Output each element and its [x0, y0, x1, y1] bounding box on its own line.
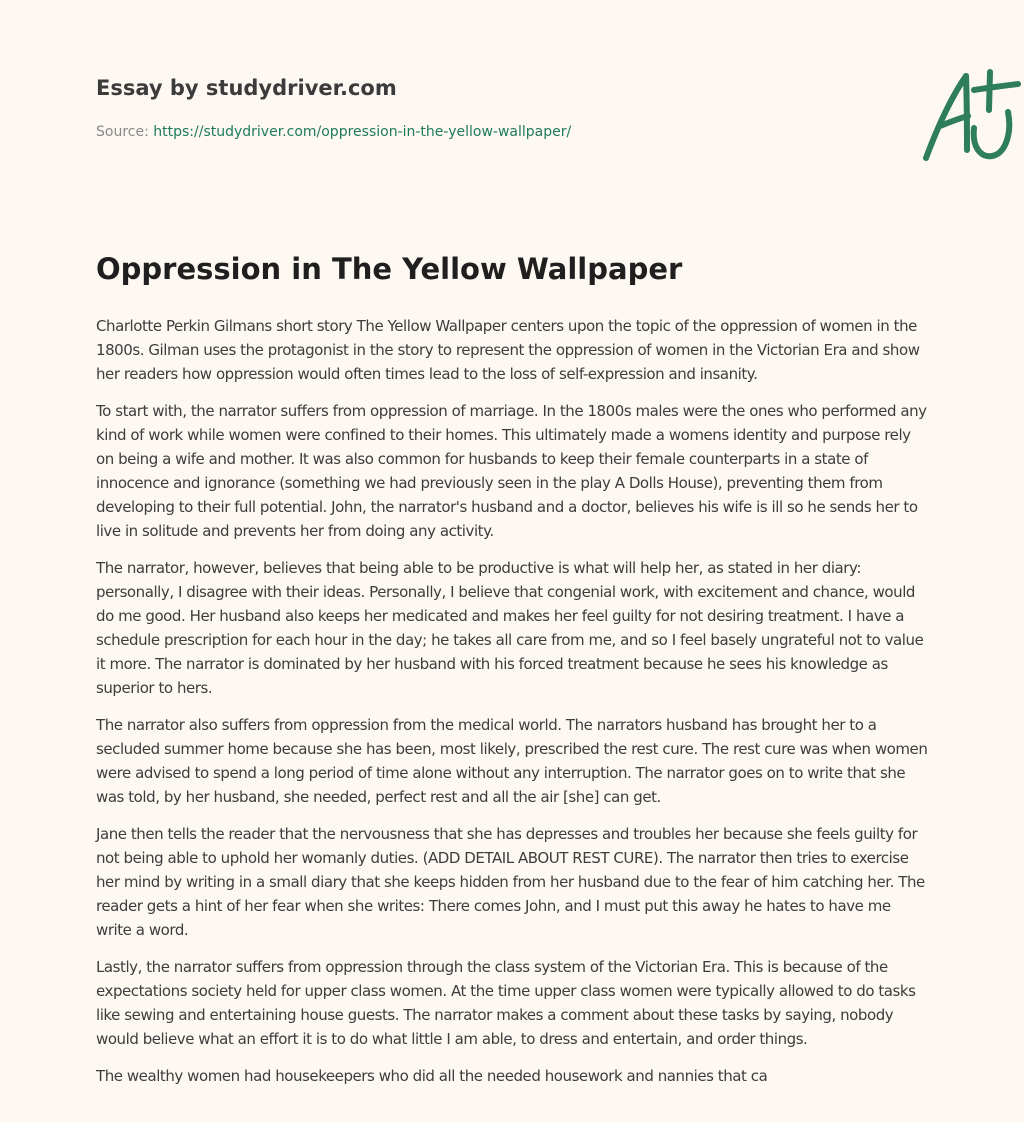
source-line	[96, 124, 571, 140]
essay-paragraph: Jane then tells the reader that the nervousness that she has depresses and troubles her because she feels guilty for not being able to uphold her womanly duties. (ADD DETAIL ABOUT REST CURE). The narrator then tries to exercise her mind by writing in a small diary that she keeps hidden from her husband due to the fear of him catching her. The reader gets a hint of her fear when she writes: There comes John, and I must put this away he hates to have me write a word.	[96, 825, 925, 939]
site-brand: Essay by studydriver.com	[96, 76, 397, 100]
essay-paragraph: Charlotte Perkin Gilmans short story The Yellow Wallpaper centers upon the topic of the oppression of women in the 1800s. Gilman uses the protagonist in the story to represent the oppression of women in the Victorian Era and show her readers how oppression would often times lead to the loss of self-expression and insanity.	[96, 317, 920, 383]
a-plus-logo-icon	[916, 66, 1024, 166]
essay-body	[96, 314, 928, 1101]
essay-paragraph: The wealthy women had housekeepers who did all the needed housework and nannies that ca	[96, 1067, 768, 1085]
essay-paragraph: The narrator also suffers from oppression from the medical world. The narrators husband has brought her to a secluded summer home because she has been, most likely, prescribed the rest cure. The rest cure was when women were advised to spend a long period of time alone without any interruption. The narrator goes on to write that she was told, by her husband, she needed, perfect rest and all the air [she] can get.	[96, 716, 928, 806]
essay-title: Oppression in The Yellow Wallpaper	[96, 252, 683, 286]
source-label: Source:	[96, 124, 149, 140]
essay-paragraph: Lastly, the narrator suffers from oppression through the class system of the Victorian Era. This is because of the expectations society held for upper class women. At the time upper class women were typically allowed to do tasks like sewing and entertaining house guests. The narrator makes a comment about these tasks by saying, nobody would believe what an effort it is to do what little I am able, to dress and entertain, and order things.	[96, 958, 916, 1048]
essay-paragraph: The narrator, however, believes that being able to be productive is what will help her, as stated in her diary: personally, I disagree with their ideas. Personally, I believe that congenial work, with excitement and chance, would do me good. Her husband also keeps her medicated and makes her feel guilty for not desiring treatment. I have a schedule prescription for each hour in the day; he takes all care from me, and so I feel basely ungrateful not to value it more. The narrator is dominated by her husband with his forced treatment because he sees his knowledge as superior to hers.	[96, 559, 924, 697]
source-link[interactable]: https://studydriver.com/oppression-in-the-yellow-wallpaper/	[153, 124, 572, 140]
essay-paragraph: To start with, the narrator suffers from oppression of marriage. In the 1800s males were the ones who performed any kind of work while women were confined to their homes. This ultimately made a womens identity and purpose rely on being a wife and mother. It was also common for husbands to keep their female counterparts in a state of innocence and ignorance (something we had previously seen in the play A Dolls House), preventing them from developing to their full potential. John, the narrator's husband and a doctor, believes his wife is ill so he sends her to live in solitude and prevents her from doing any activity.	[96, 402, 927, 540]
